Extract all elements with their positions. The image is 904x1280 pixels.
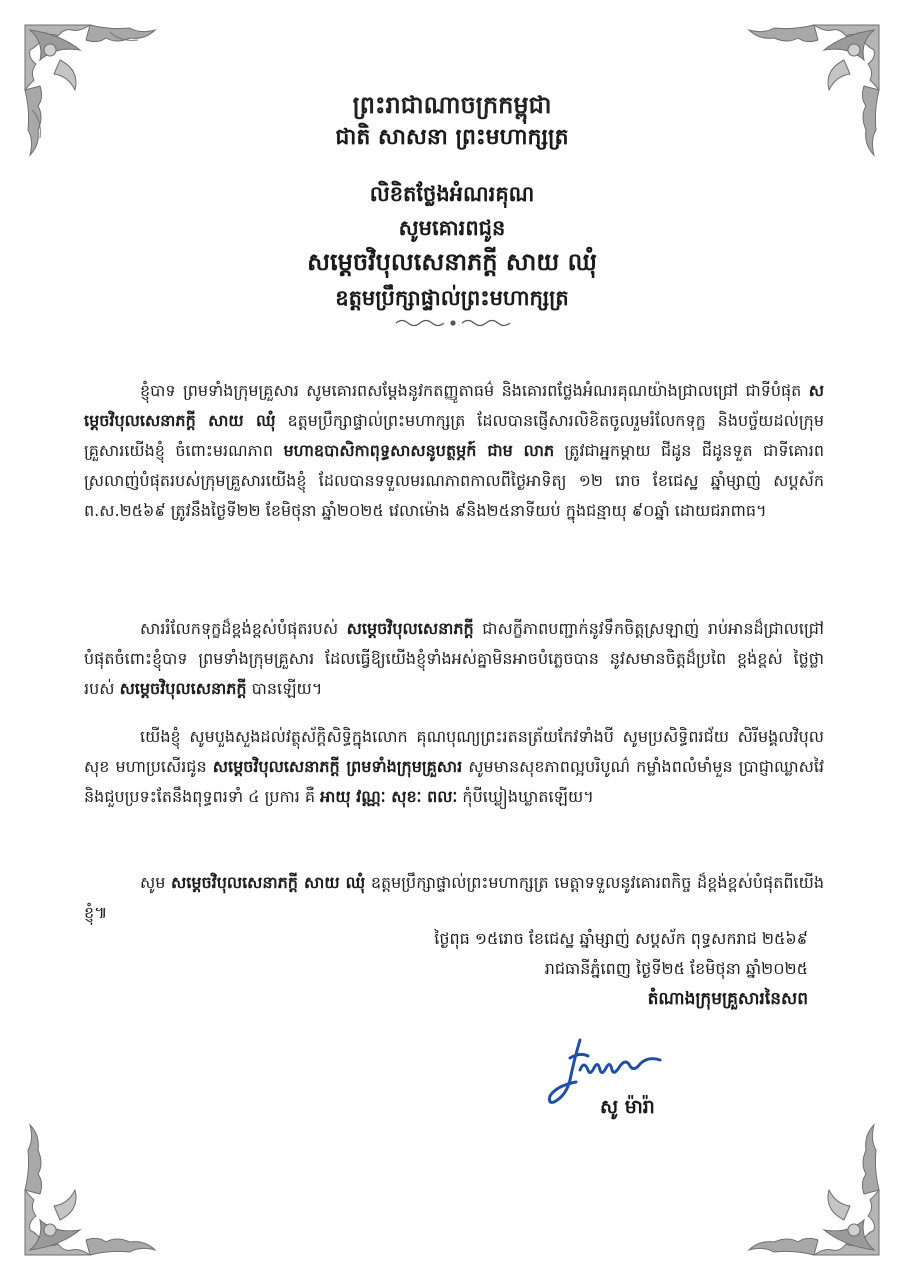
p4-text-c: ឧត្តមប្រឹក្សាផ្ទាល់ព្រះមហាក្សត្រ មេត្តាទទួលនូវគោរពកិច្ច ដ៏ខ្ពង់ខ្ពស់បំផុតពីយើងខ្ញុំ៕ xyxy=(84,873,824,922)
date-place-solar: រាជធានីភ្នំពេញ ថ្ងៃទី២៥ ខែមិថុនា ឆ្នាំ២០២៥ xyxy=(544,959,808,978)
ornamental-divider xyxy=(392,316,514,330)
corner-ornament-bottom-left xyxy=(20,1110,170,1260)
p1-deceased-name: មហាឧបាសិកាពុទ្ធសាសនូបត្ថម្ភក៍ ជាម លាភ xyxy=(283,441,555,460)
paragraph-closing xyxy=(84,868,824,928)
p3-addressee-family: សម្តេចវិបុលសេនាភក្តី ព្រមទាំងក្រុមគ្រួសារ xyxy=(212,757,463,776)
paragraph-blessing xyxy=(84,722,824,812)
p1-text-c: ឧត្តមប្រឹក្សាផ្ទាល់ព្រះមហាក្សត្រ ដែលបានផ្ញើសារលិខិតចូលរួមរំលែកទុក្ខ និងបច្ច័យដល់ក្រុមគ្រួសារយើងខ្ញុំ ចំពោះមរណភាព xyxy=(84,411,824,460)
p3-four-blessings: អាយុ វណ្ណៈ សុខៈ ពលៈ xyxy=(320,787,458,806)
p4-addressee-name: សម្តេចវិបុលសេនាភក្តី សាយ ឈុំ xyxy=(171,873,366,892)
p3-text-a: យើងខ្ញុំ សូមបួងសួងដល់វត្ថុស័ក្តិសិទ្ធិក្នុងលោក គុណបុណ្យព្រះរតនត្រ័យកែវទាំងបី សូមប្រសិទ្ធិពរជ័យ សិរីមង្គលវិបុលសុខ មហាប្រសើរជូន xyxy=(84,727,824,776)
national-motto: ជាតិ សាសនា ព្រះមហាក្សត្រ xyxy=(335,125,569,150)
date-lunar: ថ្ងៃពុធ ១៥រោច ខែជេស្ឋ ឆ្នាំម្សាញ់ សប្តស័ក ពុទ្ធសករាជ ២៥៦៩ xyxy=(434,929,808,948)
signer-name: សូ ម៉ារ៉ា xyxy=(600,1096,655,1118)
letter-addressee-intro: សូមគោរពជូន xyxy=(398,216,506,240)
kingdom-heading: ព្រះរាជាណាចក្រកម្ពុជា xyxy=(352,91,552,119)
p1-addressee-name: សម្តេចវិបុលសេនាភក្តី សាយ ឈុំ xyxy=(84,381,824,430)
letter-addressee-name: សម្តេចវិបុលសេនាភក្តី សាយ ឈុំ xyxy=(307,248,597,276)
corner-ornament-bottom-right xyxy=(734,1110,884,1260)
p2-addressee-name-2: សម្តេចវិបុលសេនាភក្តី xyxy=(119,679,247,698)
p2-text-e: បានឡើយ។ xyxy=(246,679,323,698)
paragraph-condolence xyxy=(84,614,824,704)
p2-text-c: ជាសក្ខីភាពបញ្ជាក់នូវទឹកចិត្តស្រឡាញ់ រាប់អានដ៏ជ្រាលជ្រៅបំផុតចំពោះខ្ញុំបាទ ព្រមទាំងក្រុមគ្រួសារ ដែលធ្វើឱ្យយើងខ្ញុំទាំងអស់គ្នាមិនអាចបំភ្លេចបាន នូវសមានចិត្តដ៏ប្រពៃ ខ្ពង់ខ្ពស់ ថ្លៃថ្លារបស់ xyxy=(84,619,824,698)
letter-addressee-title: ឧត្តមប្រឹក្សាផ្ទាល់ព្រះមហាក្សត្រ xyxy=(335,286,569,310)
on-behalf-label: តំណាងក្រុមគ្រួសារនៃសព xyxy=(647,989,808,1009)
p3-text-c: សូមមានសុខភាពល្អបរិបូណ៌ កម្លាំងពលំមាំមួន ប្រាជ្ញាឈ្លាសវៃ និងជួបប្រទះតែនឹងពុទ្ធពរទាំ ៤ ប្រការ គឺ xyxy=(84,757,825,806)
p2-addressee-name: សម្តេចវិបុលសេនាភក្តី xyxy=(346,619,474,638)
p1-text-a: ខ្ញុំបាទ ព្រមទាំងក្រុមគ្រួសារ សូមគោរពសម្តែងនូវកតញ្ញូតាធម៌ និងគោរពថ្លែងអំណរគុណយ៉ាងជ្រាលជ្រៅ ជាទីបំផុត xyxy=(140,381,809,400)
p1-text-e: ត្រូវជាអ្នកម្តាយ ជីដូន ជីដូនទួត ជាទីគោរពស្រលាញ់បំផុតរបស់ក្រុមគ្រួសារយើងខ្ញុំ ដែលបានទទួលមរណភាពកាលពីថ្ងៃអាទិត្យ ១២ រោច ខែជេស្ឋ ឆ្នាំម្សាញ់ សប្តស័ក ព.ស.២៥៦៩ ត្រូវនឹងថ្ងៃទី២២ ខែមិថុនា ឆ្នាំ២០២៥ វេលាម៉ោង ៩និង២៥នាទីយប់ ក្នុងជន្មាយុ ៩០ឆ្នាំ ដោយជរាពាធ។ xyxy=(84,441,825,520)
p3-text-e: កុំបីឃ្លៀងឃ្លាតឡើយ។ xyxy=(457,787,594,806)
p2-text-a: សាររំលែកទុក្ខដ៏ខ្ពង់ខ្ពស់បំផុតរបស់ xyxy=(140,619,347,638)
paragraph-gratitude xyxy=(84,376,824,526)
letter-title: លិខិតថ្លែងអំណរគុណ xyxy=(369,182,535,206)
p4-text-a: សូម xyxy=(140,873,171,892)
